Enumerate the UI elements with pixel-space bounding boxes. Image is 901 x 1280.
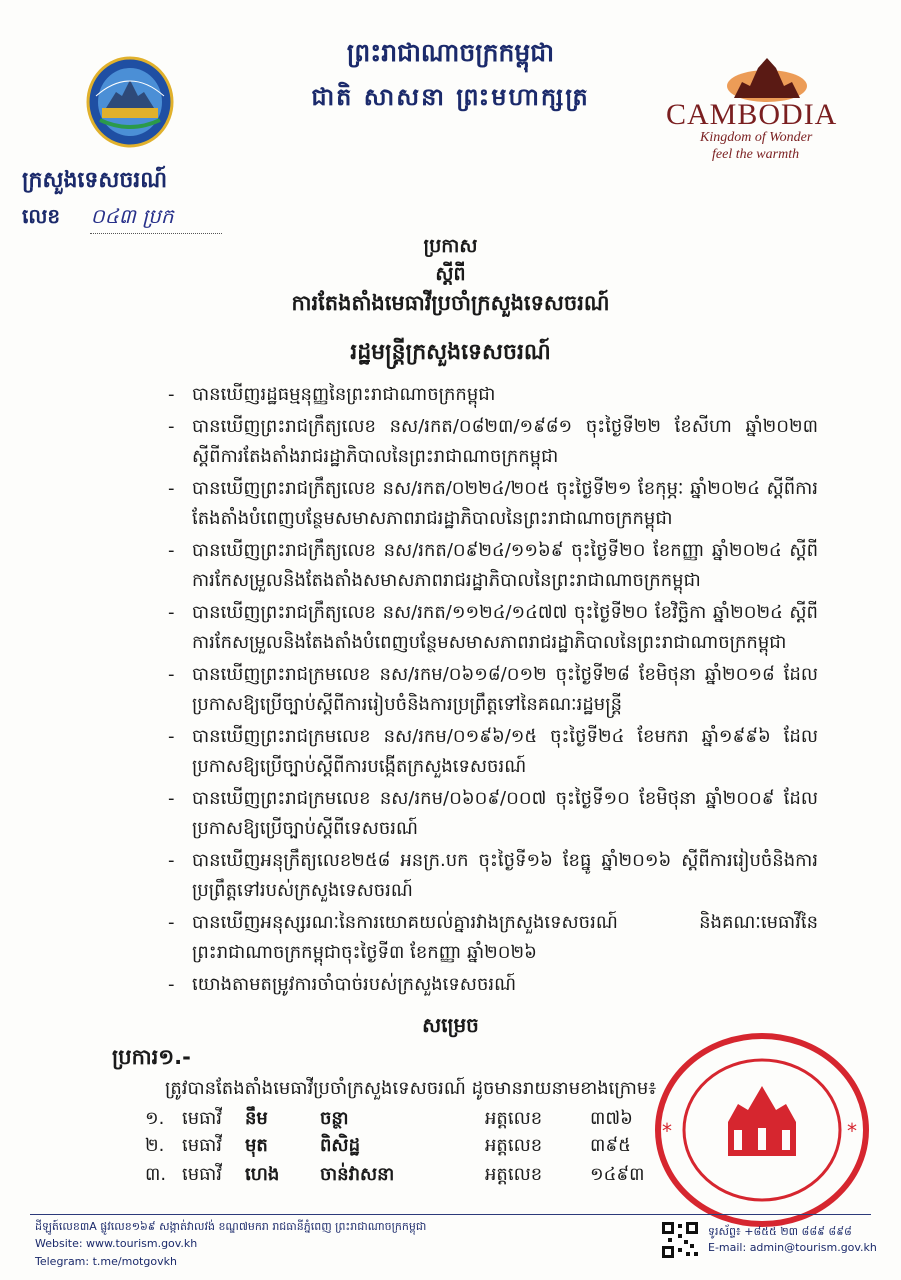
issuing-authority: រដ្ឋមន្ត្រីក្រសួងទេសចរណ៍ (350, 340, 551, 365)
footer-website[interactable]: Website: www.tourism.gov.kh (35, 1237, 198, 1250)
appointee-title: មេធាវី (182, 1135, 222, 1156)
list-item: - បានឃើញព្រះរាជក្រមលេខ នស/រកម/០១៩៦/១៥ ចុះថ្ងៃទី២៤ ខែមករា ឆ្នាំ១៩៩៦ ដែលប្រកាសឱ្យប្រើច្បាប់ស្តីពីការបង្កើតក្រសួងទេសចរណ៍ (168, 726, 818, 777)
list-item: - បានឃើញព្រះរាជក្រមលេខ នស/រកម/០៦១៨/០១២ ចុះថ្ងៃទី២៨ ខែមិថុនា ឆ្នាំ២០១៨ ដែលប្រកាសឱ្យប្រើច្បាប់ស្តីពីការរៀបចំនិងការប្រព្រឹត្តទៅនៃគណៈរដ្ឋមន្ត្រី (168, 664, 818, 715)
ministry-logo (86, 56, 174, 148)
reference-label: លេខ (22, 204, 61, 228)
article-label: ប្រការ១.- (112, 1045, 191, 1069)
qr-code-icon (660, 1220, 700, 1260)
national-motto: ជាតិ សាសនា ព្រះមហាក្សត្រ (311, 83, 590, 111)
appointee-id-value: ១៤៩៣ (590, 1164, 645, 1185)
footer-address: ដីឡូត៍លេខ៣A ផ្លូវលេខ១៦៩ សង្កាត់វាលវង់ ខណ្ឌ៧មករា រាជធានីភ្នំពេញ ព្រះរាជាណាចក្រកម្ពុជា (35, 1220, 427, 1233)
appointee-surname: នឹម (245, 1108, 268, 1129)
footer-phone: ទូរស័ព្ទ៖ +៨៥៥ ២៣ ៨៨៩ ៨៩៨ (708, 1225, 852, 1238)
list-item: - យោងតាមតម្រូវការចាំបាច់របស់ក្រសួងទេសចរណ៍ (168, 974, 517, 995)
appointee-id-label: អត្តលេខ (485, 1108, 543, 1129)
list-item: - បានឃើញអនុស្សរណៈនៃការយោគយល់គ្នារវាងក្រសួងទេសចរណ៍ និងគណៈមេធាវីនៃព្រះរាជាណាចក្រកម្ពុជាចុះថ្ងៃទី៣ ខែកញ្ញា ឆ្នាំ២០២៦ (168, 912, 818, 963)
kingdom-heading: ព្រះរាជាណាចក្រកម្ពុជា (346, 38, 555, 67)
decision-heading: សម្រេច (422, 1013, 479, 1037)
list-item: - បានឃើញអនុក្រឹត្យលេខ២៥៨ អនក្រ.បក ចុះថ្ងៃទី១៦ ខែធ្នូ ឆ្នាំ២០១៦ ស្តីពីការរៀបចំនិងការប្រព្រឹត្តទៅរបស់ក្រសួងទេសចរណ៍ (168, 850, 818, 901)
footer-telegram[interactable]: Telegram: t.me/motgovkh (35, 1255, 177, 1268)
ministry-name: ក្រសួងទេសចរណ៍ (22, 168, 168, 193)
appointee-number: ២. (145, 1135, 165, 1156)
document-type: ប្រកាស (423, 235, 478, 257)
about-label: ស្តីពី (435, 263, 466, 285)
considerations-list (168, 380, 818, 1002)
appointee-surname: ហេង (245, 1164, 280, 1185)
appointee-number: ១. (145, 1108, 165, 1129)
footer-divider (30, 1214, 871, 1215)
appointee-id-label: អត្តលេខ (485, 1164, 543, 1185)
list-item: - បានឃើញព្រះរាជក្រឹត្យលេខ នស/រកត/០២២៤/២០៥ ចុះថ្ងៃទី២១ ខែកុម្ភៈ ឆ្នាំ២០២៤ ស្តីពីការតែងតាំងបំពេញបន្ថែមសមាសភាពរាជរដ្ឋាភិបាលនៃព្រះរាជាណាចក្រកម្ពុជា (168, 478, 818, 529)
svg-text:*: * (662, 1119, 672, 1143)
appointee-id-label: អត្តលេខ (485, 1135, 543, 1156)
appointee-given-name: ចាន់វាសនា (320, 1164, 395, 1185)
reference-number (22, 203, 222, 234)
appointee-id-value: ៣៩៥ (590, 1135, 631, 1156)
appointee-surname: មុត (245, 1135, 268, 1156)
list-item: - បានឃើញព្រះរាជក្រឹត្យលេខ នស/រកត/០៩២៤/១១៦៩ ចុះថ្ងៃទី២០ ខែកញ្ញា ឆ្នាំ២០២៤ ស្តីពីការកែសម្រួលនិងតែងតាំងសមាសភាពរាជរដ្ឋាភិបាលនៃព្រះរាជាណាចក្រកម្ពុជា (168, 540, 818, 591)
appointee-id-value: ៣៧៦ (590, 1108, 633, 1129)
list-item: - បានឃើញព្រះរាជក្រឹត្យលេខ នស/រកត/១១២៤/១៤៧៧ ចុះថ្ងៃទី២០ ខែវិច្ឆិកា ឆ្នាំ២០២៤ ស្តីពីការកែសម្រួលនិងតែងតាំងបំពេញបន្ថែមសមាសភាពរាជរដ្ឋាភិបាលនៃព្រះរាជាណាចក្រកម្ពុជា (168, 602, 818, 653)
reference-value: ០៤៣ ប្រក (90, 203, 222, 234)
appointee-number: ៣. (145, 1164, 167, 1185)
brand-slogan: feel the warmth (712, 147, 800, 162)
list-item: - បានឃើញព្រះរាជក្រឹត្យលេខ នស/រកត/០៨២៣/១៩៨១ ចុះថ្ងៃទី២២ ខែសីហា ឆ្នាំ២០២៣ ស្តីពីការតែងតាំងរាជរដ្ឋាភិបាលនៃព្រះរាជាណាចក្រកម្ពុជា (168, 416, 818, 467)
article-text: ត្រូវបានតែងតាំងមេធាវីប្រចាំក្រសួងទេសចរណ៍ ដូចមានរាយនាមខាងក្រោម៖ (165, 1078, 657, 1099)
list-item: - បានឃើញរដ្ឋធម្មនុញ្ញនៃព្រះរាជាណាចក្រកម្ពុជា (168, 384, 496, 405)
official-seal (652, 1030, 872, 1230)
svg-text:*: * (847, 1119, 857, 1143)
footer-email[interactable]: E-mail: admin@tourism.gov.kh (708, 1241, 877, 1254)
appointee-given-name: ចន្ថា (320, 1108, 349, 1129)
brand-tagline: Kingdom of Wonder (700, 130, 813, 145)
list-item: - បានឃើញព្រះរាជក្រមលេខ នស/រកម/០៦០៩/០០៧ ចុះថ្ងៃទី១០ ខែមិថុនា ឆ្នាំ២០០៩ ដែលប្រកាសឱ្យប្រើច្បាប់ស្តីពីទេសចរណ៍ (168, 788, 818, 839)
appointee-given-name: ពិសិដ្ឋ (320, 1135, 360, 1156)
brand-wordmark: CAMBODIA (666, 98, 838, 131)
appointee-title: មេធាវី (182, 1108, 222, 1129)
document-subject: ការតែងតាំងមេធាវីប្រចាំក្រសួងទេសចរណ៍ (291, 291, 610, 315)
appointee-title: មេធាវី (182, 1164, 222, 1185)
